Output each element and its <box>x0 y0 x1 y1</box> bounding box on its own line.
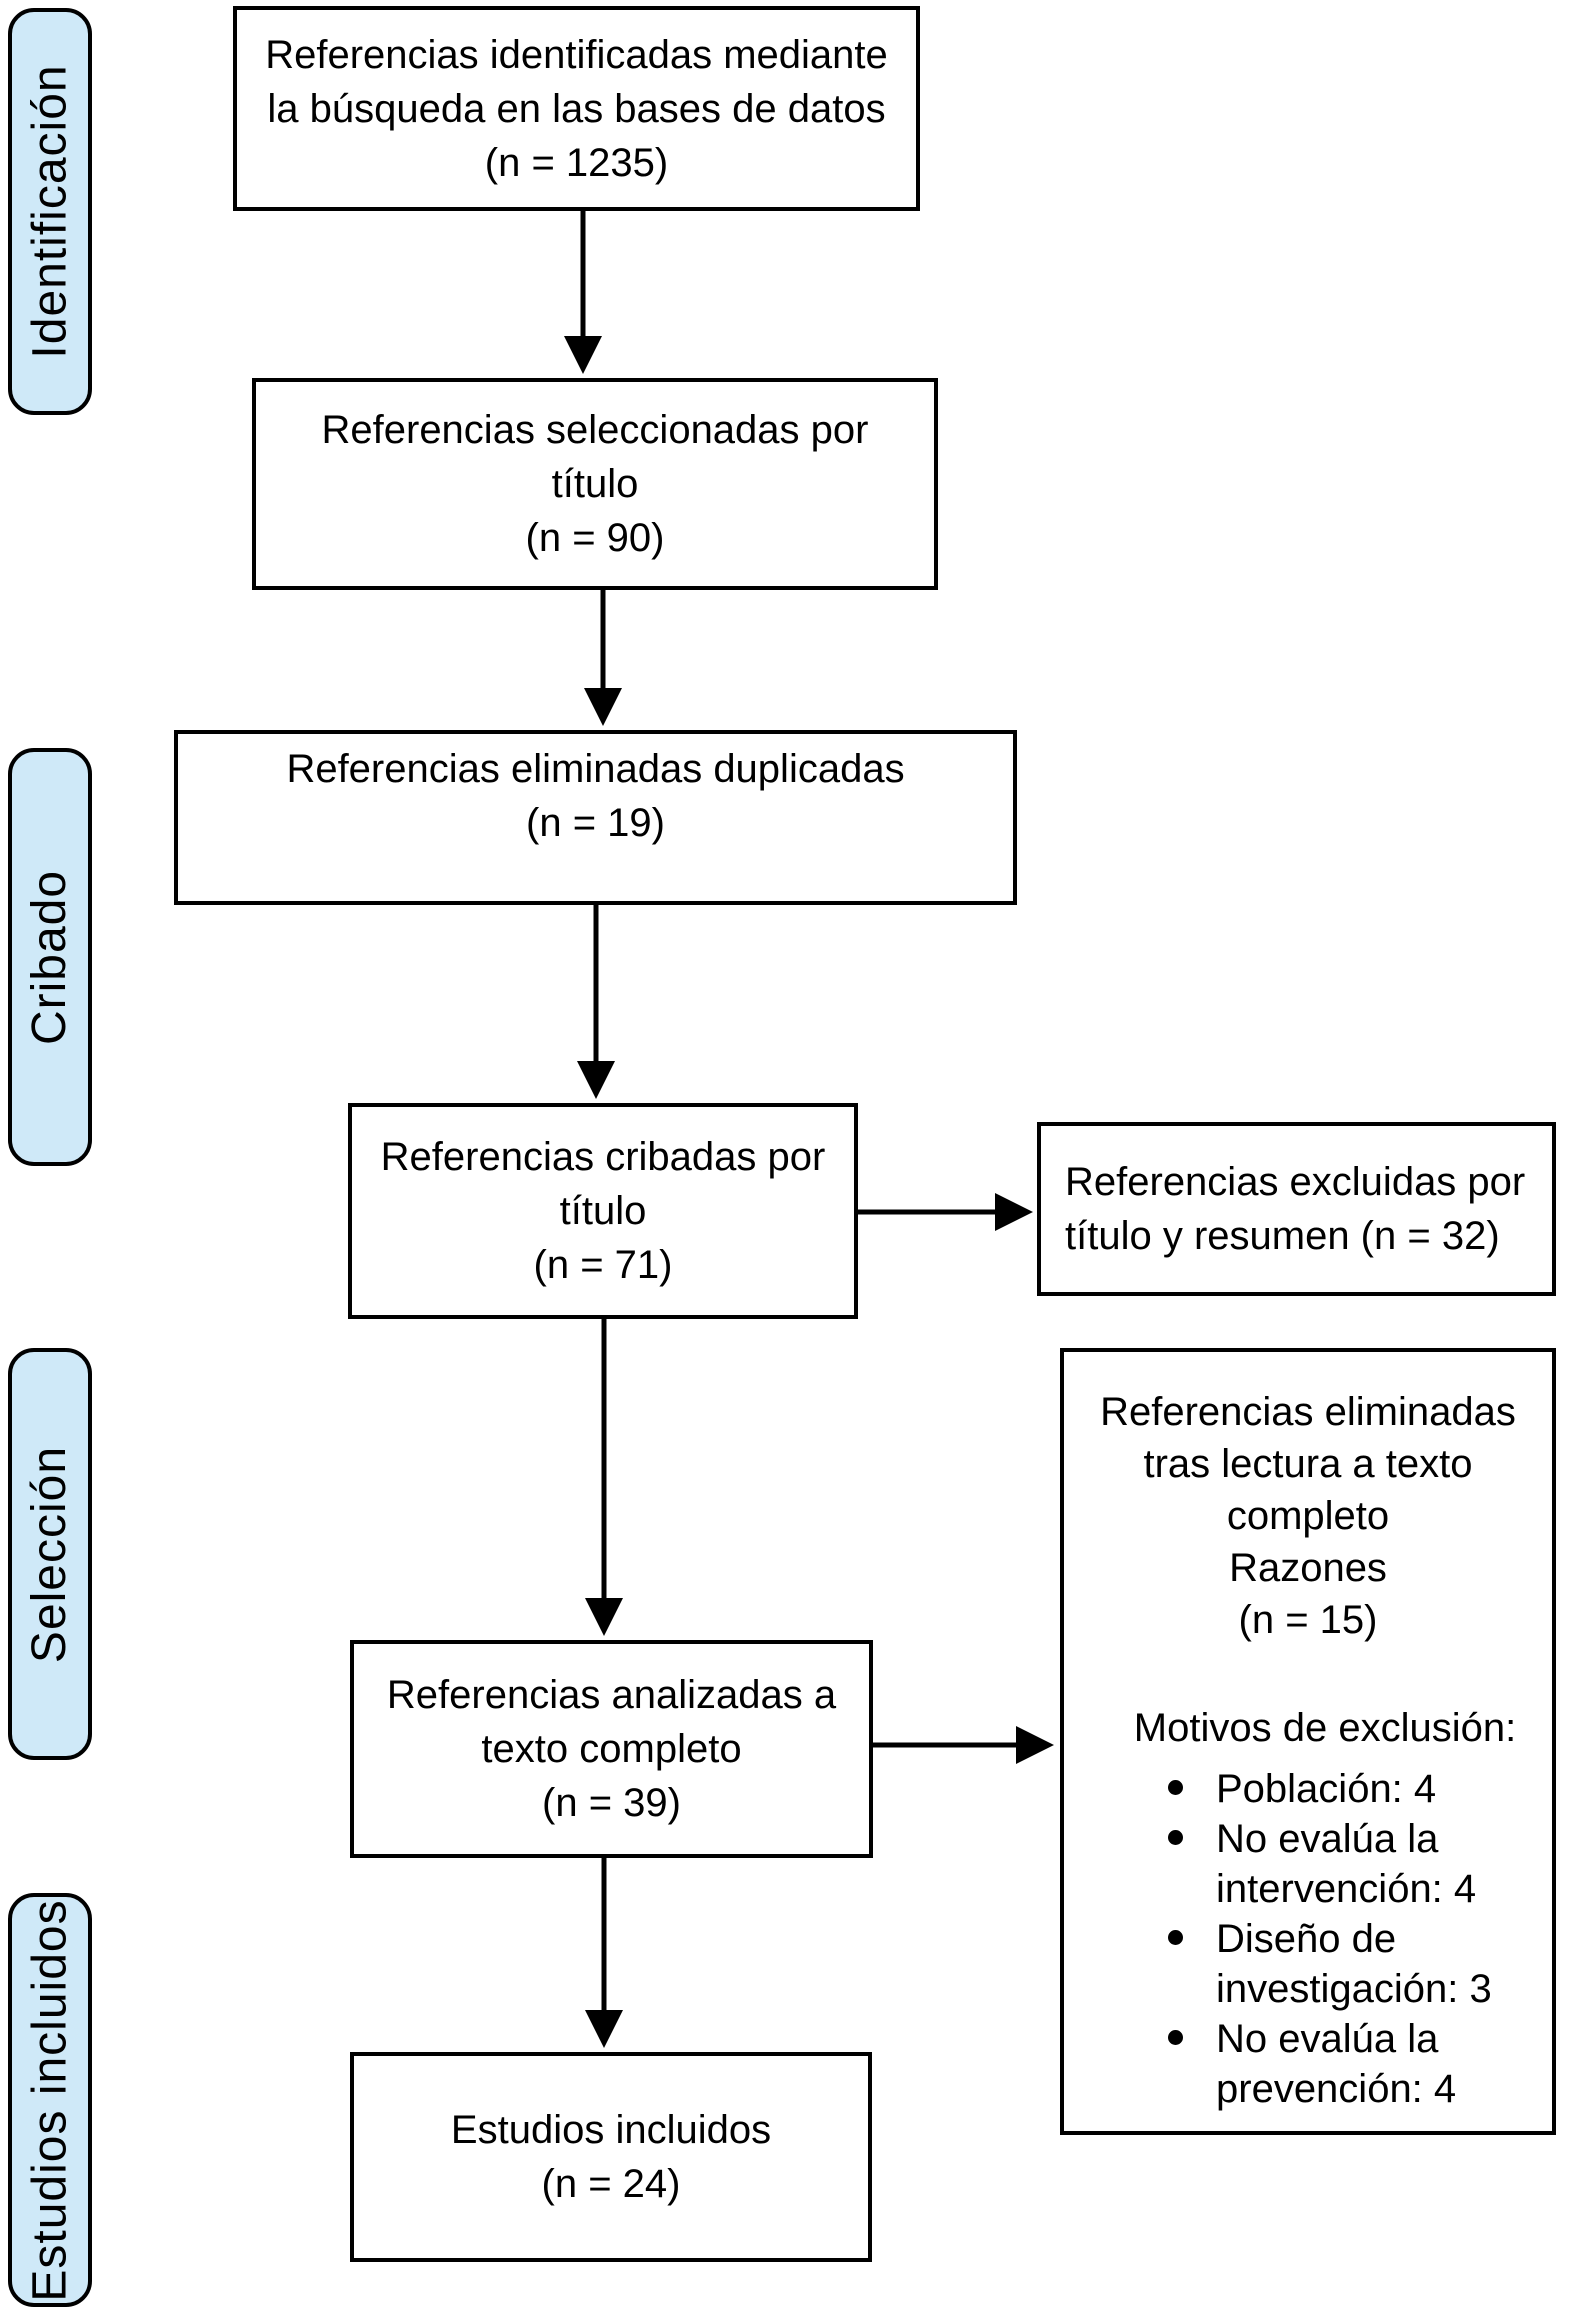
bullet-icon <box>1168 2030 1183 2045</box>
bullet-icon <box>1168 1930 1183 1945</box>
list-item <box>1160 1764 1532 1814</box>
reason-text: Población: 4 <box>1216 1767 1437 1811</box>
box-screened-by-title <box>348 1103 858 1319</box>
box-text-line: completo <box>1226 1494 1390 1538</box>
arrow-right-icon <box>858 1193 1033 1231</box>
box-text-line: texto completo <box>481 1727 742 1771</box>
stage-label-text: Identificación <box>23 64 77 359</box>
box-count: (n = 90) <box>525 516 665 560</box>
box-text-line: Referencias excluidas por <box>1065 1160 1526 1204</box>
box-text-line: título <box>551 462 639 506</box>
box-count: (n = 1235) <box>484 140 669 185</box>
box-included-studies <box>350 2052 872 2262</box>
list-item <box>1160 2014 1532 2114</box>
reason-text: Diseño de investigación: 3 <box>1216 1917 1492 2011</box>
box-text-line: Referencias identificadas mediante <box>265 32 888 77</box>
box-text-line: Referencias cribadas por <box>380 1135 826 1179</box>
box-text-line: Estudios incluidos <box>450 2108 772 2152</box>
box-text-line: tras lectura a texto <box>1143 1442 1473 1486</box>
bullet-icon <box>1168 1780 1183 1795</box>
stage-label-estudios-incluidos <box>8 1893 92 2307</box>
box-count: (n = 39) <box>542 1781 681 1825</box>
box-text-line: Razones <box>1229 1546 1387 1590</box>
reason-text: No evalúa la intervención: 4 <box>1216 1817 1477 1911</box>
box-selected-by-title <box>252 378 938 590</box>
box-text-line: Referencias analizadas a <box>386 1673 837 1717</box>
arrow-right-icon <box>873 1726 1054 1764</box>
box-text-line: Referencias eliminadas duplicadas <box>286 746 905 791</box>
box-text-line: título y resumen (n = 32) <box>1065 1214 1500 1258</box>
arrow-down-icon <box>577 905 615 1099</box>
arrow-down-icon <box>584 590 622 726</box>
stage-label-seleccion <box>8 1348 92 1760</box>
stage-label-cribado <box>8 748 92 1166</box>
box-text-line: Referencias eliminadas <box>1100 1390 1516 1434</box>
box-text-line: título <box>559 1189 647 1233</box>
exclusion-reasons-list <box>1064 1764 1552 2114</box>
stage-label-text: Cribado <box>23 869 77 1045</box>
arrow-down-icon <box>585 1858 623 2048</box>
list-item <box>1160 1914 1532 2014</box>
stage-label-text: Selección <box>23 1445 77 1663</box>
exclusion-reasons-heading: Motivos de exclusión: <box>1133 1706 1517 1750</box>
box-excluded-title-abstract <box>1037 1122 1556 1296</box>
box-fulltext-excluded-reasons <box>1060 1348 1556 2135</box>
box-count: (n = 19) <box>526 800 665 845</box>
box-count: (n = 15) <box>1238 1598 1378 1642</box>
bullet-icon <box>1168 1830 1183 1845</box>
box-count: (n = 71) <box>533 1243 673 1287</box>
box-identified-references <box>233 6 920 211</box>
stage-label-text: Estudios incluidos <box>23 1898 77 2302</box>
box-count: (n = 24) <box>541 2162 681 2206</box>
box-fulltext-analyzed <box>350 1640 873 1858</box>
box-text-line: Referencias seleccionadas por <box>321 408 869 452</box>
arrow-down-icon <box>564 211 602 374</box>
stage-label-identificacion <box>8 8 92 415</box>
box-text-line: la búsqueda en las bases de datos <box>267 86 886 131</box>
arrow-down-icon <box>585 1319 623 1636</box>
list-item <box>1160 1814 1532 1914</box>
box-duplicates-removed <box>174 730 1017 905</box>
reason-text: No evalúa la prevención: 4 <box>1216 2017 1457 2111</box>
